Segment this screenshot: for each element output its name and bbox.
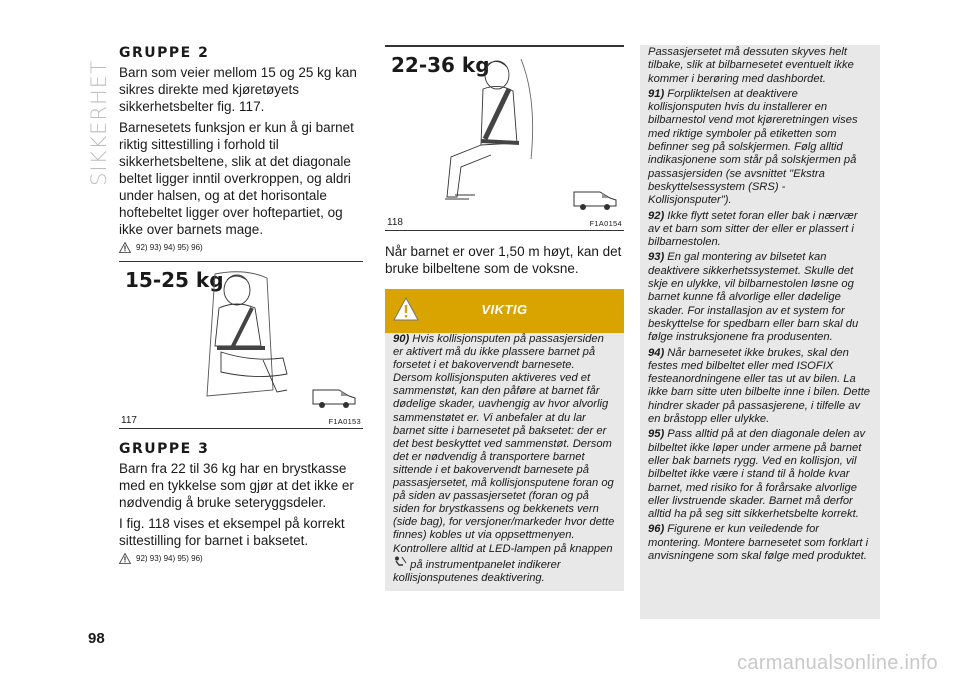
- paragraph: Når barnet er over 1,50 m høyt, kan det bruke bilbeltene som de voksne.: [385, 244, 622, 276]
- figure-number: 117: [121, 415, 137, 426]
- column-2: [385, 45, 624, 591]
- note-90: [385, 333, 624, 585]
- warning-refs-text: 92) 93) 94) 95) 96): [136, 243, 203, 252]
- note-number: 96): [648, 523, 665, 536]
- note-92: [648, 210, 872, 250]
- note-96: [648, 523, 872, 563]
- note-text: Pass alltid på at den diagonale delen av bilbeltet ikke løper under armene på barnet eller bak barnets rygg. Ved en kollisjon, vil bilbeltet ikke være i stand til å holde kvar barnet, med risiko for å forårsake alvorlige eller livstruende skader. Barnet må derfor alltid ha på seg sitt sikkerhetsbelte korrekt.: [648, 428, 866, 521]
- warning-refs-text: 92) 93) 94) 95) 96): [136, 554, 203, 563]
- child-in-booster-seat-illustration: [197, 268, 307, 404]
- paragraph: I fig. 118 vises et eksempel på korrekt sittestilling for barnet i baksetet.: [119, 516, 345, 548]
- note-number: 90): [393, 333, 410, 345]
- paragraph: Barn som veier mellom 15 og 25 kg kan sikres direkte med kjøretøyets sikkerhetsbelter fig. 117.: [119, 65, 357, 114]
- heading-gruppe-2: GRUPPE 2: [119, 45, 210, 61]
- figure-code: F1A0154: [589, 219, 622, 228]
- figure-title: 15-25 kg: [125, 268, 224, 292]
- warning-refs: [119, 553, 363, 564]
- heading-gruppe-3: GRUPPE 3: [119, 441, 210, 457]
- van-icon: [572, 186, 618, 212]
- figure-118: [385, 45, 624, 231]
- note-number: 92): [648, 209, 665, 222]
- warning-triangle-icon: [119, 242, 131, 253]
- note-text: Forpliktelsen at deaktivere kollisjonsputen hvis du installerer en bilbarnestol vend mot kjøreretningen vises med riktige symboler på etiketten som befinner seg på solskjermen. Følg alltid indikasjonene som står på solskjermen på passasjersiden (se avsnittet "Ekstra beskyttelsessystem (SRS) - Kollisjonsputer").: [648, 87, 858, 207]
- warning-refs: [119, 242, 363, 253]
- note-text: Figurene er kun veiledende for montering. Montere barnesetet som forklart i anvisningene som skal følge med produktet.: [648, 523, 869, 562]
- note-text: knappen: [569, 542, 613, 555]
- airbag-off-icon: [393, 556, 407, 568]
- section-side-tab-label: SIKKERHET: [87, 59, 111, 186]
- paragraph: Barn fra 22 til 36 kg har en brystkasse med en tykkelse som gjør at det ikke er nødvendig å bruke seteryggsdeler.: [119, 461, 354, 510]
- note-text: Når barnesetet ikke brukes, skal den festes med bilbeltet eller med ISOFIX festeanordningene eller tas ut av bilen. La ikke barn sitte uten bilbelte inne i bilen. Dette hindrer skader på passasjerene, i tilfelle av en bråstopp eller ulykke.: [648, 346, 871, 426]
- child-with-adult-belt-illustration: [435, 55, 545, 205]
- note-94: [648, 347, 872, 427]
- note-intro: Passasjersetet må dessuten skyves helt tilbake, slik at bilbarnesetet eventuelt ikke kommer i berøring med dashbordet.: [648, 46, 854, 85]
- van-icon: [311, 384, 357, 410]
- note-text: Hvis kollisjonsputen på passasjersiden er aktivert må du ikke plassere barnet på forsetet i et bakovervendt barnesete. Dersom kollisjonsputen aktiveres ved et sammenstøt, kan den påføre at barnet får dødelige skader, uavhengig av hvor alvorlig sammenstøtet er. Vi anbefaler at du lar barnet sitte i barnesetet på baksetet: der er det best beskyttet ved sammenstøt. Dersom det er nødvendig å transportere barnet sittende i et bakovervendt barnesete på passasjersetet, må kollisjonsputene foran og på siden av passasjersetet (foran og på siden for brystkassens og bekkenets vern (side bag), for versjoner/markeder hvor dette finnes) kobles ut via oppsettmenyen. Kontrollere alltid at LED-lampen på: [393, 333, 615, 555]
- note-text: Ikke flytt setet foran eller bak i nærvær av et barn som sitter der eller er plassert i bilbarnestolen.: [648, 209, 858, 249]
- viktig-label: VIKTIG: [481, 302, 528, 317]
- note-91: [648, 88, 872, 208]
- note-number: 93): [648, 251, 665, 264]
- note-text: En gal montering av bilsetet kan deaktivere sikkerhetssystemet. Skulle det skje en ulykke, vil bilbarnestolen løsne og barnet kunne få alvorlige eller dødelige skader. For installasjon av et system for beskyttelse for spedbarn eller barn skal du følge instruksjonene fra produsenten.: [648, 251, 859, 344]
- note-95: [648, 428, 872, 521]
- page-number: 98: [88, 630, 105, 647]
- viktig-header: [385, 289, 624, 333]
- figure-117: [119, 261, 363, 429]
- viktig-warning-box: [385, 289, 624, 591]
- paragraph: Barnesetets funksjon er kun å gi barnet riktig sittestilling i forhold til sikkerhetsbeltene, slik at det diagonale beltet ligger inntil overkroppen, og aldri under halsen, og at det horisontale hoftebeltet ligger over hoftepartiet, og ikke over barnets mage.: [119, 120, 354, 237]
- watermark: carmanualsonline.info: [737, 652, 938, 674]
- figure-number: 118: [387, 217, 403, 228]
- column-1: [119, 45, 363, 572]
- note-number: 94): [648, 346, 665, 359]
- section-side-tab: [86, 45, 112, 200]
- note-number: 91): [648, 87, 665, 100]
- note-number: 95): [648, 428, 665, 441]
- column-3-warnings: [640, 45, 880, 619]
- figure-title: 22-36 kg: [391, 53, 490, 77]
- note-text: på instrumentpanelet indikerer kollisjonsputenes deaktivering.: [393, 558, 561, 584]
- figure-code: F1A0153: [328, 417, 361, 426]
- note-93: [648, 251, 872, 344]
- warning-triangle-icon: [119, 553, 131, 564]
